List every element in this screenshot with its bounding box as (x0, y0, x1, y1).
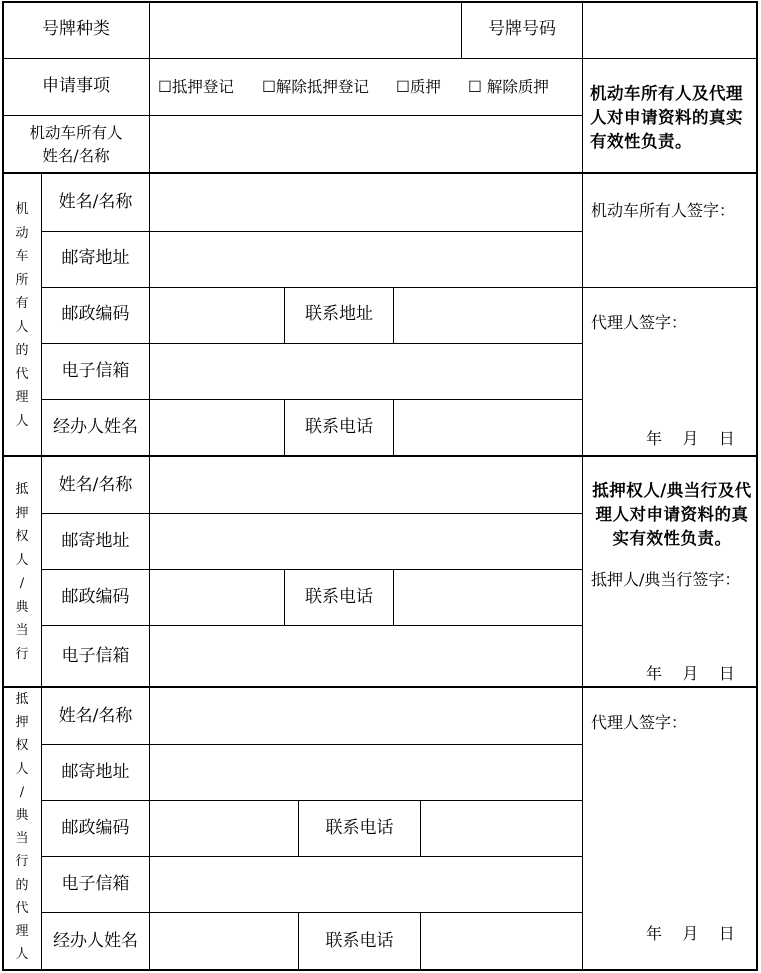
agent-handler-field[interactable] (150, 400, 284, 455)
agent-email-label: 电子信箱 (61, 361, 130, 381)
mortgagee-email-label: 电子信箱 (61, 646, 130, 666)
mortgagee-agent-name-field[interactable] (150, 688, 582, 744)
agent-contact-address-label: 联系地址 (305, 304, 373, 324)
plate-number-label: 号牌号码 (488, 19, 556, 39)
mortgagee-agent-phone-label: 联系电话 (325, 818, 394, 838)
agent-contact-address-field[interactable] (394, 288, 582, 343)
owner-name-label-line2: 姓名/名称 (42, 147, 110, 165)
owner-declaration: 机动车所有人及代理人对申请资料的真实有效性负责。 (590, 84, 743, 151)
owner-name-field[interactable] (150, 116, 582, 172)
agent-name-label: 姓名/名称 (58, 192, 133, 212)
agent-name-field[interactable] (150, 173, 582, 231)
mortgagee-agent-signature-label: 代理人签字： (591, 713, 688, 732)
agent-signature-label: 代理人签字： (591, 313, 688, 332)
mortgagee-postcode-label: 邮政编码 (61, 587, 130, 607)
agent-postcode-field[interactable] (150, 288, 284, 343)
mortgagee-address-field[interactable] (150, 514, 582, 569)
agent-handler-label: 经办人姓名 (53, 417, 138, 437)
mortgagee-agent-side-label: 抵 押 权 人 / 典 当 行 的 代 理 人 (15, 692, 29, 963)
mortgagee-phone-label: 联系电话 (305, 587, 373, 607)
agent-address-label: 邮寄地址 (61, 248, 130, 268)
agent-phone-field[interactable] (394, 400, 582, 455)
mortgagee-phone-field[interactable] (394, 570, 582, 625)
mortgagee-name-field[interactable] (150, 457, 582, 513)
mortgagee-address-label: 邮寄地址 (61, 531, 130, 551)
mortgagee-agent-phone-field-2[interactable] (421, 913, 582, 969)
mortgagee-section-side-label: 抵 押 权 人 / 典 当 行 (15, 482, 29, 662)
agent-email-field[interactable] (150, 344, 582, 399)
mortgagee-agent-email-field[interactable] (150, 857, 582, 912)
agent-signature-date: 年 月 日 (646, 429, 735, 448)
option-pledge[interactable]: ☐质押 (396, 78, 441, 96)
plate-type-field[interactable] (150, 3, 461, 58)
agent-postcode-label: 邮政编码 (61, 304, 130, 324)
mortgagee-agent-handler-label: 经办人姓名 (53, 931, 138, 951)
mortgagee-email-field[interactable] (150, 626, 582, 686)
mortgagee-signature-label: 抵押人/典当行签字： (591, 570, 741, 589)
mortgagee-agent-postcode-field[interactable] (150, 801, 298, 856)
mortgagee-postcode-field[interactable] (150, 570, 284, 625)
owner-name-label (3, 122, 149, 168)
application-label: 申请事项 (42, 76, 110, 96)
mortgagee-name-label: 姓名/名称 (58, 475, 133, 495)
owner-signature-label: 机动车所有人签字： (591, 201, 736, 220)
plate-type-label: 号牌种类 (42, 19, 110, 39)
mortgagee-agent-postcode-label: 邮政编码 (61, 818, 130, 838)
option-release-pledge[interactable]: ☐ 解除质押 (468, 78, 549, 96)
mortgagee-agent-phone-label-2: 联系电话 (325, 931, 394, 951)
mortgagee-agent-address-field[interactable] (150, 745, 582, 800)
mortgagee-declaration: 抵押权人/典当行及代理人对申请资料的真实有效性负责。 (592, 481, 752, 548)
owner-name-label-line1: 机动车所有人 (29, 124, 123, 142)
agent-address-field[interactable] (150, 232, 582, 287)
mortgagee-agent-phone-field[interactable] (421, 801, 582, 856)
mortgagee-agent-signature-date: 年 月 日 (646, 924, 735, 943)
option-release-mortgage[interactable]: ☐解除抵押登记 (262, 78, 369, 96)
mortgagee-agent-address-label: 邮寄地址 (61, 762, 130, 782)
mortgagee-agent-name-label: 姓名/名称 (58, 706, 133, 726)
plate-number-field[interactable] (583, 3, 756, 58)
mortgagee-agent-handler-field[interactable] (150, 913, 298, 969)
option-mortgage-registration[interactable]: ☐抵押登记 (158, 78, 234, 96)
mortgagee-signature-date: 年 月 日 (646, 664, 735, 683)
agent-section-side-label: 机 动 车 所 有 人 的 代 理 人 (15, 202, 29, 429)
agent-phone-label: 联系电话 (305, 417, 373, 437)
mortgagee-agent-email-label: 电子信箱 (61, 874, 130, 894)
